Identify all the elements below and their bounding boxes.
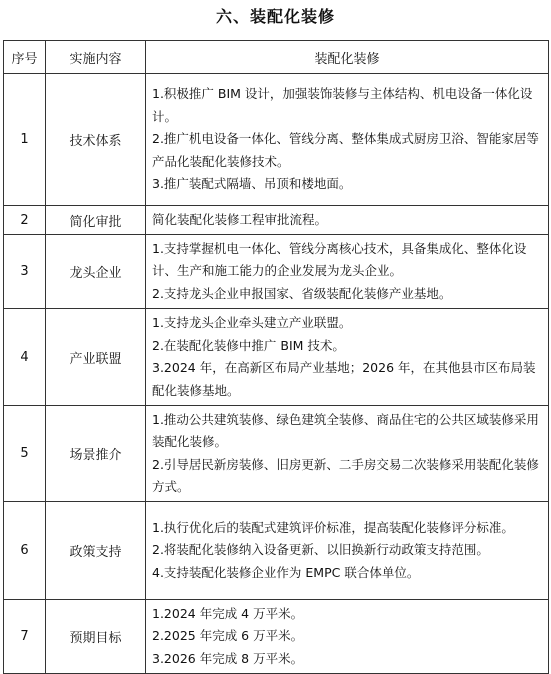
row-content	[146, 74, 549, 206]
content-line: 2.2025 年完成 6 万平米。	[152, 628, 304, 644]
content-line: 1.2024 年完成 4 万平米。	[152, 605, 304, 621]
row-content	[146, 206, 549, 235]
content-line: 1.支持掌握机电一体化、管线分离核心技术，具备集成化、整体化设计、生产和施工能力的企业发展为龙头企业。	[152, 240, 527, 279]
content-line: 3.推广装配式隔墙、吊顶和楼地面。	[152, 176, 352, 192]
row-number: 6	[4, 502, 46, 600]
table-row	[4, 600, 549, 674]
table-row	[4, 406, 549, 502]
content-line: 1.推动公共建筑装修、绿色建筑全装修、商品住宅的公共区域装修采用装配化装修。	[152, 411, 539, 449]
content-line: 1.执行优化后的装配式建筑评价标准，提高装配化装修评分标准。	[152, 519, 514, 535]
row-number: 2	[4, 206, 46, 235]
row-content	[146, 235, 549, 309]
content-line: 简化装配化装修工程审批流程。	[152, 211, 328, 227]
header-content: 装配化装修	[146, 41, 549, 74]
row-content	[146, 502, 549, 600]
row-name: 政策支持	[46, 502, 146, 600]
table-row	[4, 206, 549, 235]
content-line: 1.支持龙头企业牵头建立产业联盟。	[152, 315, 352, 330]
row-name: 场景推介	[46, 406, 146, 502]
row-name: 龙头企业	[46, 235, 146, 309]
header-name: 实施内容	[46, 41, 146, 74]
content-line: 2.支持龙头企业申报国家、省级装配化装修产业基地。	[152, 285, 452, 301]
header-no: 序号	[4, 41, 46, 74]
row-name: 产业联盟	[46, 309, 146, 406]
row-number: 1	[4, 74, 46, 206]
table-row	[4, 502, 549, 600]
row-content	[146, 406, 549, 502]
content-line: 4.支持装配化装修企业作为 EMPC 联合体单位。	[152, 564, 420, 580]
row-name: 技术体系	[46, 74, 146, 206]
row-content	[146, 600, 549, 674]
content-line: 1.积极推广 BIM 设计，加强装饰装修与主体结构、机电设备一体化设计。	[152, 86, 533, 124]
content-line: 3.2026 年完成 8 万平米。	[152, 650, 304, 666]
row-name: 简化审批	[46, 206, 146, 235]
row-number: 4	[4, 309, 46, 406]
row-number: 3	[4, 235, 46, 309]
section-title: 六、装配化装修	[215, 7, 335, 26]
table-row	[4, 235, 549, 309]
content-line: 2.将装配化装修纳入设备更新、以旧换新行动政策支持范围。	[152, 542, 489, 558]
table-row	[4, 309, 549, 406]
implementation-table	[3, 40, 549, 674]
table-header-row	[4, 41, 549, 74]
content-line: 2.推广机电设备一体化、管线分离、整体集成式厨房卫浴、智能家居等产品化装配化装修技术。	[152, 131, 539, 169]
content-line: 2.在装配化装修中推广 BIM 技术。	[152, 337, 345, 353]
table-row	[4, 74, 549, 206]
content-line: 2.引导居民新房装修、旧房更新、二手房交易二次装修采用装配化装修方式。	[152, 456, 539, 494]
row-number: 7	[4, 600, 46, 674]
content-line: 3.2024 年，在高新区布局产业基地；2026 年，在其他县市区布局装配化装修基地。	[152, 360, 536, 398]
row-number: 5	[4, 406, 46, 502]
row-content	[146, 309, 549, 406]
row-name: 预期目标	[46, 600, 146, 674]
